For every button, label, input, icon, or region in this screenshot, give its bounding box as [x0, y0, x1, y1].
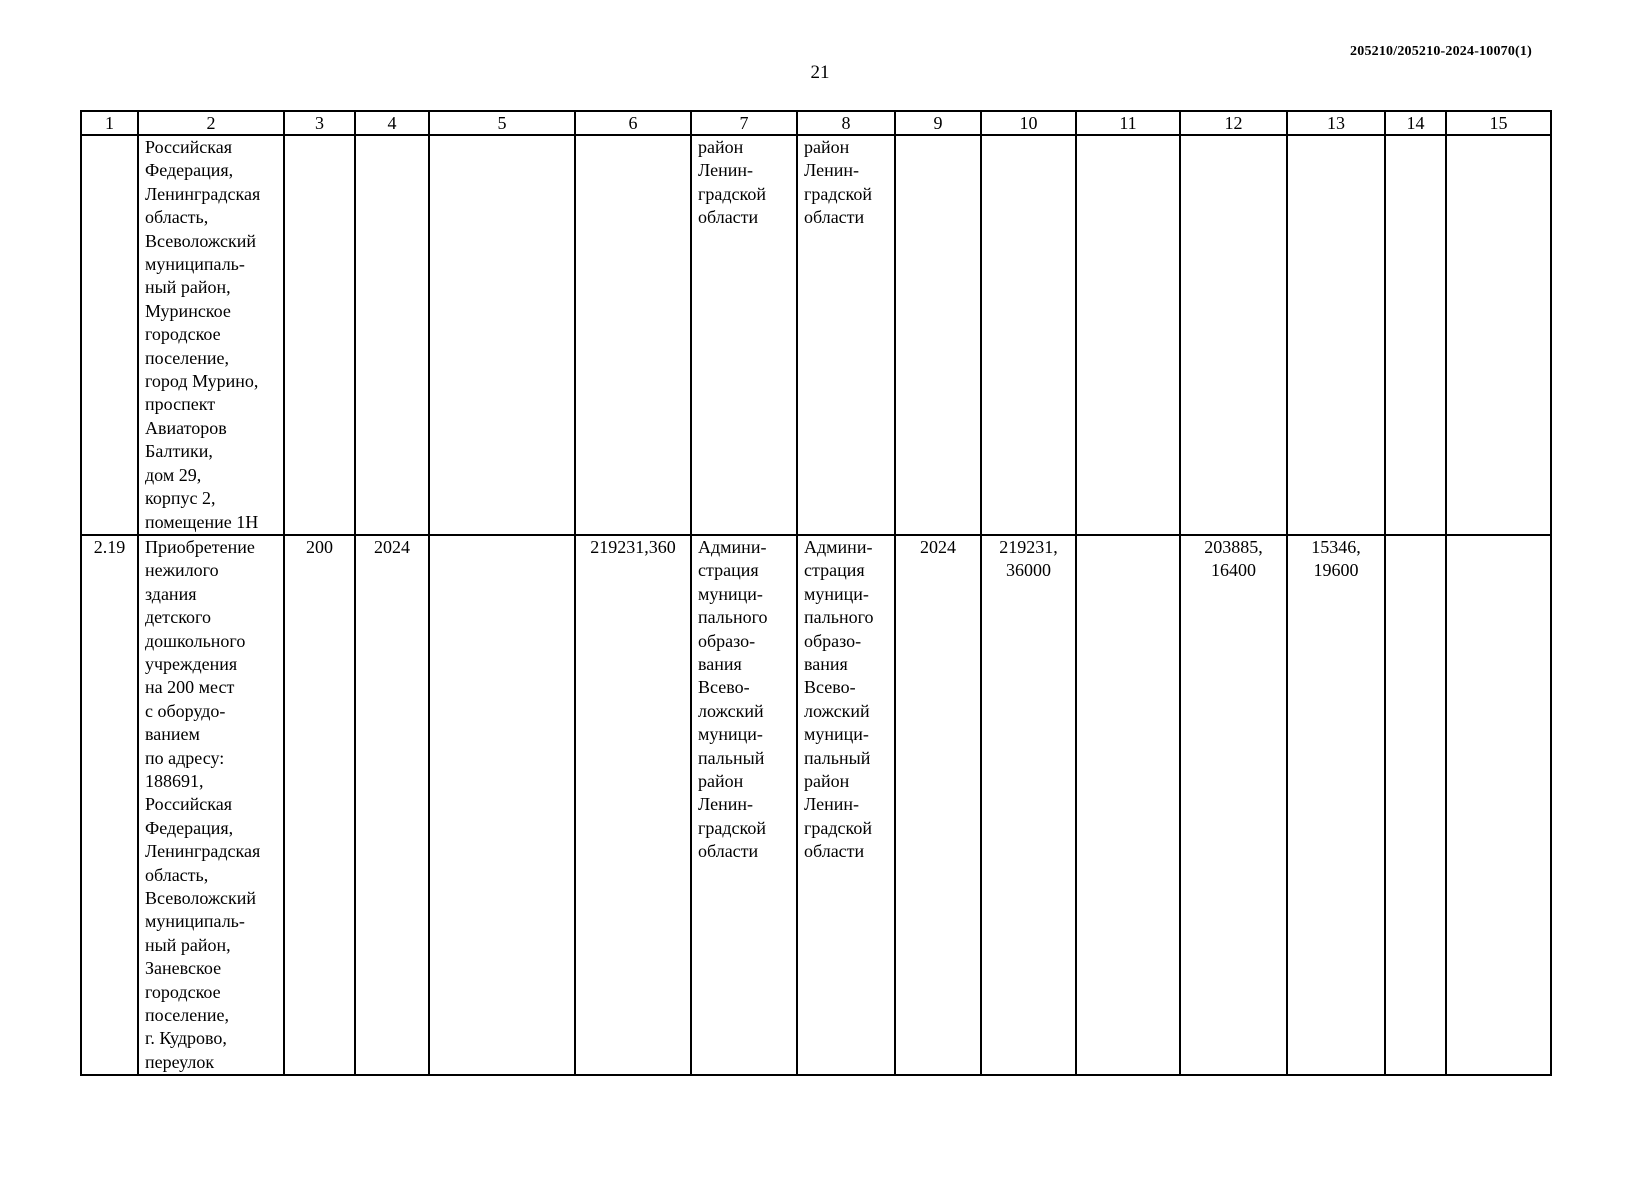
column-number: 1 — [81, 111, 138, 135]
cell-total: 219231, 36000 — [981, 535, 1076, 1075]
cell-description: Российская Федерация, Ленинградская область, Всеволожский муниципаль- ный район, Муринское городское поселение, город Мурино, проспект Авиаторов Балтики, дом 29, корпус 2, помещение 1Н — [138, 135, 284, 535]
table-row-continuation — [81, 135, 1551, 535]
cell-col13 — [1287, 135, 1385, 535]
column-number: 6 — [575, 111, 691, 135]
document-id: 205210/205210-2024-10070(1) — [1350, 44, 1532, 59]
cell-col11 — [1076, 535, 1180, 1075]
page-number: 21 — [810, 62, 830, 83]
cell-year: 2024 — [355, 535, 429, 1075]
cell-period-year — [895, 135, 981, 535]
cell-item-number: 2.19 — [81, 535, 138, 1075]
column-number: 11 — [1076, 111, 1180, 135]
column-number: 5 — [429, 111, 575, 135]
cell-customer: район Ленин- градской области — [691, 135, 797, 535]
cell-col13: 15346, 19600 — [1287, 535, 1385, 1075]
cell-col14 — [1385, 135, 1446, 535]
column-number: 13 — [1287, 111, 1385, 135]
cell-col5 — [429, 135, 575, 535]
column-number: 2 — [138, 111, 284, 135]
cell-capacity: 200 — [284, 535, 355, 1075]
cell-description: Приобретение нежилого здания детского дошкольного учреждения на 200 мест с оборудо- ванием по адресу: 188691, Российская Федерация, Ленинградская область, Всеволожский муниципаль- ный район, Заневское городское поселение, г. Кудрово, переулок — [138, 535, 284, 1075]
cell-developer: район Ленин- градской области — [797, 135, 895, 535]
column-number: 7 — [691, 111, 797, 135]
cell-cost — [575, 135, 691, 535]
column-number: 10 — [981, 111, 1076, 135]
cell-col12: 203885, 16400 — [1180, 535, 1287, 1075]
column-number: 3 — [284, 111, 355, 135]
column-number: 8 — [797, 111, 895, 135]
column-number-row — [81, 111, 1551, 135]
table-row-2-19 — [81, 535, 1551, 1075]
cell-col11 — [1076, 135, 1180, 535]
cell-year — [355, 135, 429, 535]
register-table — [80, 110, 1552, 1076]
cell-col14 — [1385, 535, 1446, 1075]
cell-cost: 219231,360 — [575, 535, 691, 1075]
column-number: 9 — [895, 111, 981, 135]
column-number: 12 — [1180, 111, 1287, 135]
cell-col12 — [1180, 135, 1287, 535]
cell-total — [981, 135, 1076, 535]
column-number: 4 — [355, 111, 429, 135]
column-number: 15 — [1446, 111, 1551, 135]
cell-col15 — [1446, 135, 1551, 535]
cell-item-number — [81, 135, 138, 535]
cell-capacity — [284, 135, 355, 535]
cell-col5 — [429, 535, 575, 1075]
cell-period-year: 2024 — [895, 535, 981, 1075]
cell-developer: Админи- страция муници- пального образо- вания Всево- ложский муници- пальный район Ленин- градской области — [797, 535, 895, 1075]
cell-col15 — [1446, 535, 1551, 1075]
column-number: 14 — [1385, 111, 1446, 135]
cell-customer: Админи- страция муници- пального образо- вания Всево- ложский муници- пальный район Ленин- градской области — [691, 535, 797, 1075]
